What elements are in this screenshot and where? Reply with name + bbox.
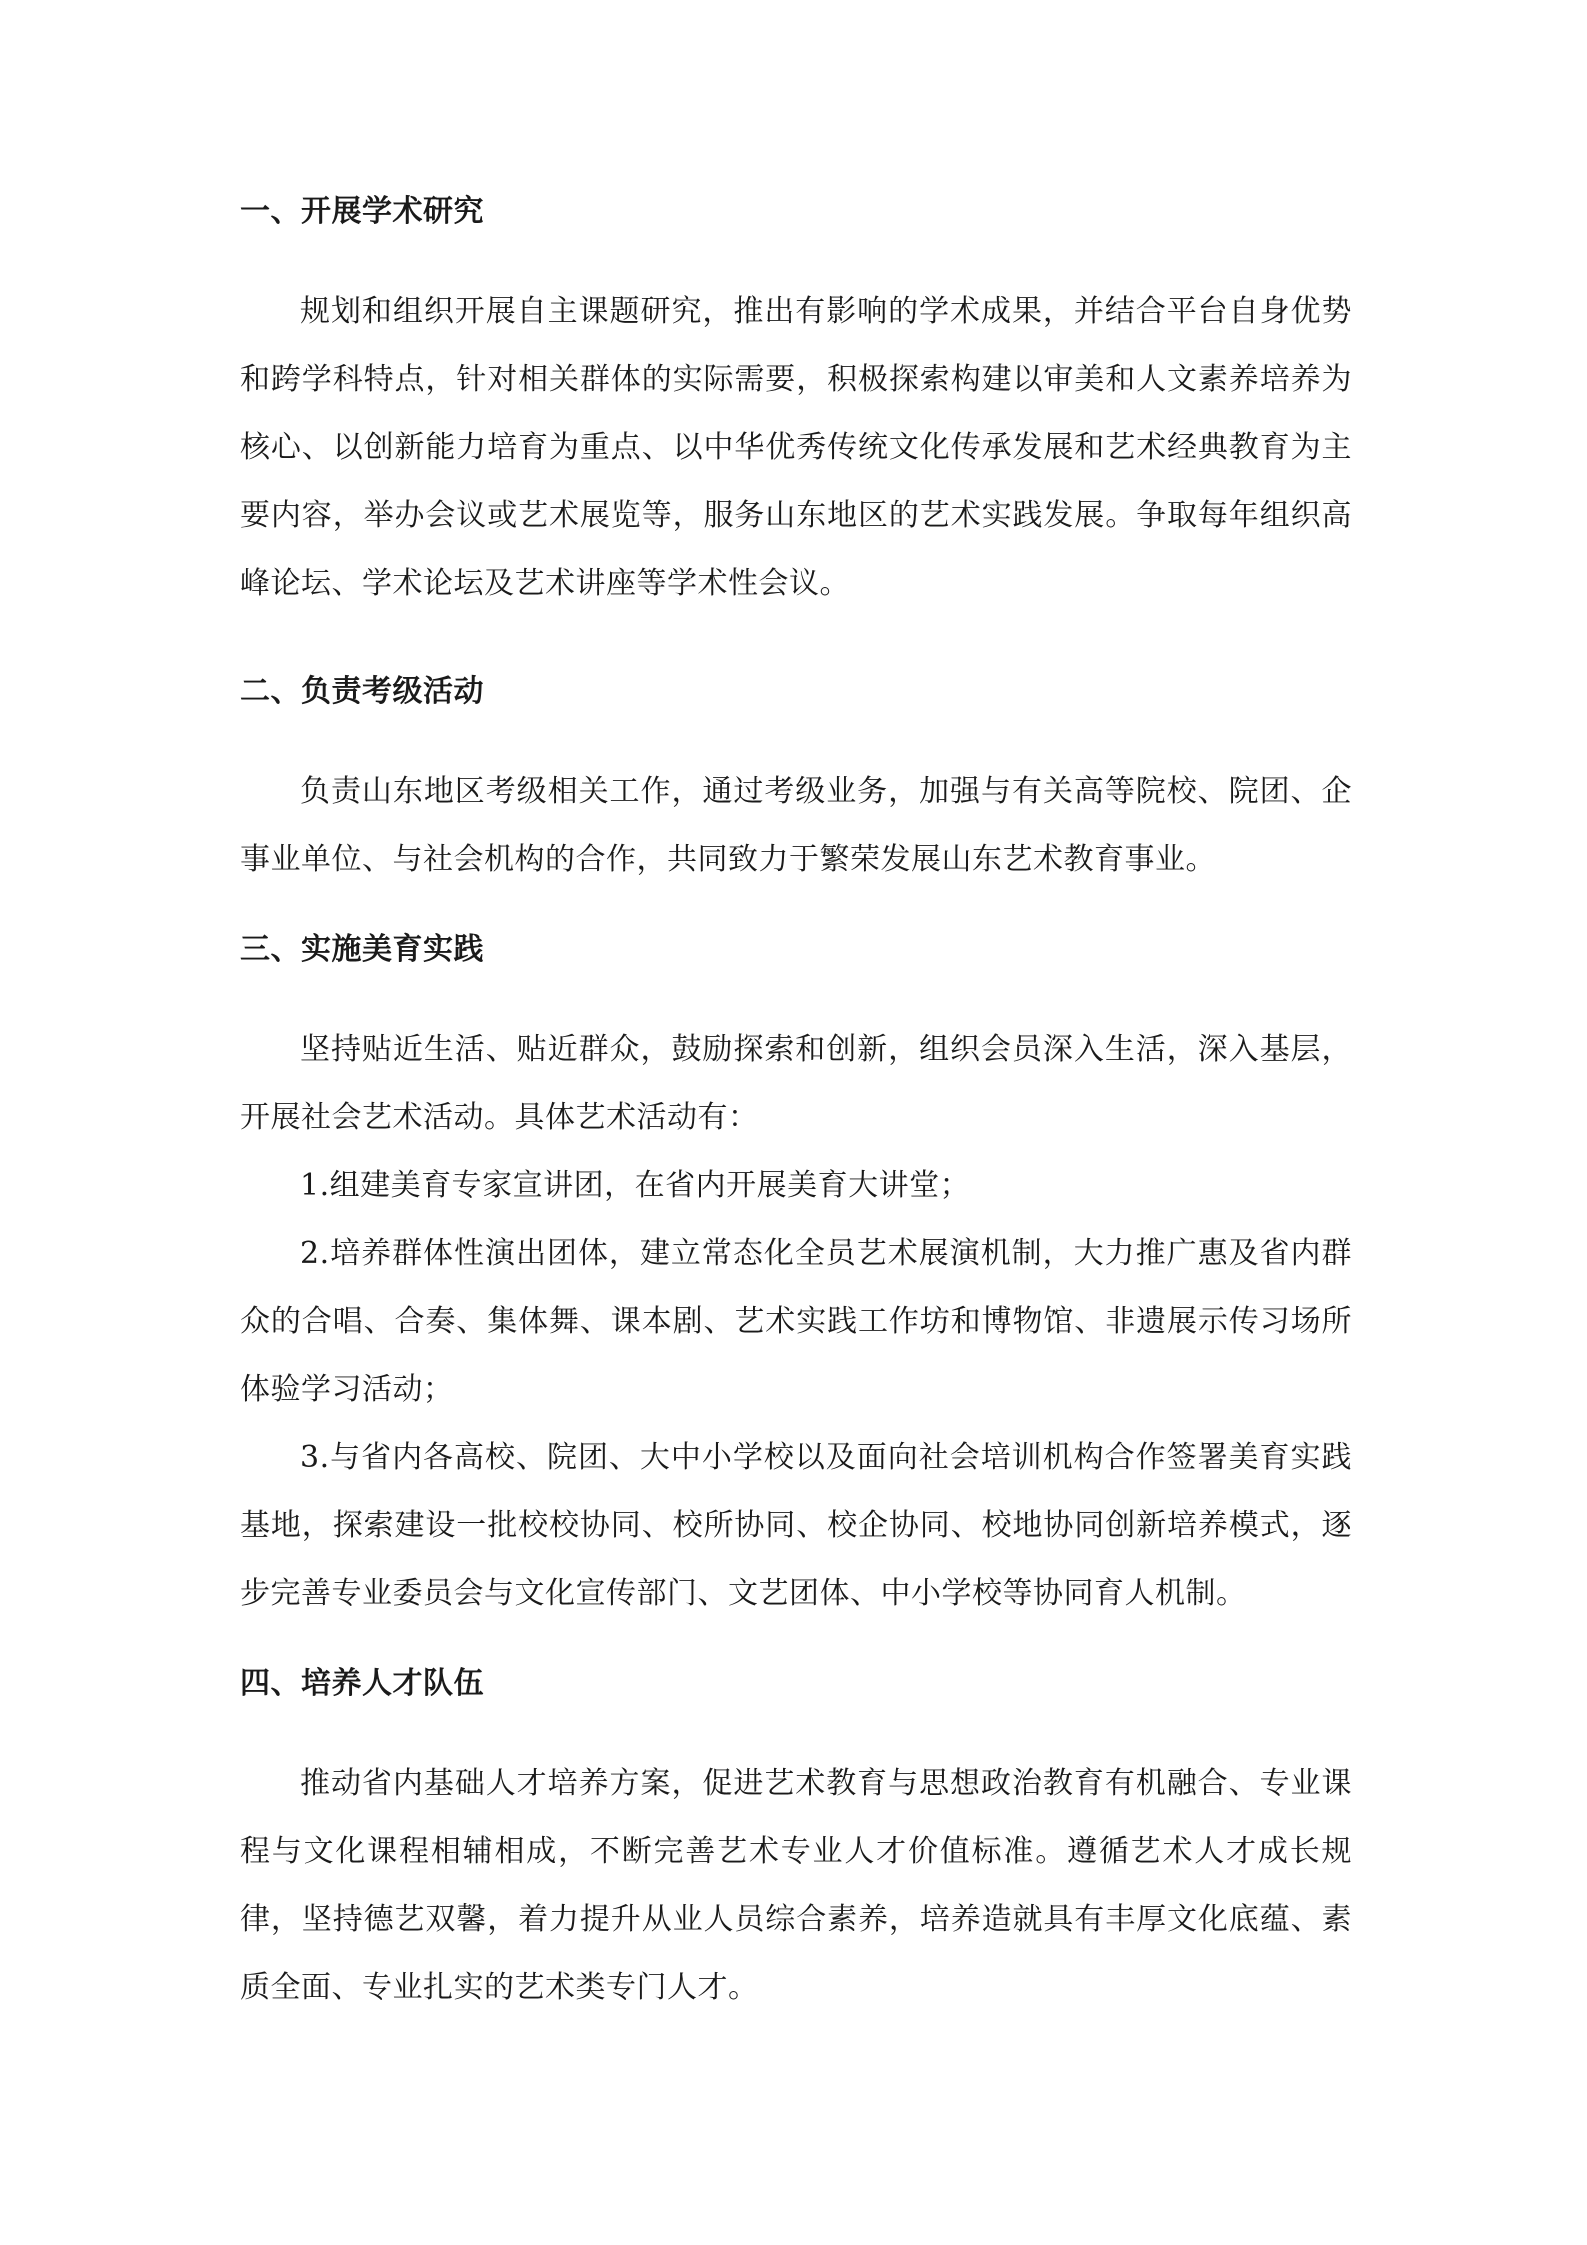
section-heading-research: 一、开展学术研究 bbox=[240, 194, 484, 229]
section-heading-talent: 四、培养人才队伍 bbox=[240, 1666, 484, 1701]
list-item-practice-1: 1.组建美育专家宣讲团，在省内开展美育大讲堂； bbox=[300, 1168, 971, 1203]
list-item-practice-3: 3.与省内各高校、院团、大中小学校以及面向社会培训机构合作签署美育实践基地，探索建设一批校校协同、校所协同、校企协同、校地协同创新培养模式，逐步完善专业委员会与文化宣传部门、文艺团体、中小学校等协同育人机制。 bbox=[240, 1440, 1352, 1611]
list-item-practice-2: 2.培养群体性演出团体，建立常态化全员艺术展演机制，大力推广惠及省内群众的合唱、合奏、集体舞、课本剧、艺术实践工作坊和博物馆、非遗展示传习场所体验学习活动； bbox=[240, 1236, 1352, 1407]
section-heading-exams: 二、负责考级活动 bbox=[240, 674, 484, 709]
paragraph-research: 规划和组织开展自主课题研究，推出有影响的学术成果，并结合平台自身优势和跨学科特点，针对相关群体的实际需要，积极探索构建以审美和人文素养培养为核心、以创新能力培育为重点、以中华优秀传统文化传承发展和艺术经典教育为主要内容，举办会议或艺术展览等，服务山东地区的艺术实践发展。争取每年组织高峰论坛、学术论坛及艺术讲座等学术性会议。 bbox=[240, 294, 1352, 601]
paragraph-talent: 推动省内基础人才培养方案，促进艺术教育与思想政治教育有机融合、专业课程与文化课程相辅相成，不断完善艺术专业人才价值标准。遵循艺术人才成长规律，坚持德艺双馨，着力提升从业人员综合素养，培养造就具有丰厚文化底蕴、素质全面、专业扎实的艺术类专门人才。 bbox=[240, 1766, 1352, 2005]
paragraph-exams: 负责山东地区考级相关工作，通过考级业务，加强与有关高等院校、院团、企事业单位、与社会机构的合作，共同致力于繁荣发展山东艺术教育事业。 bbox=[240, 774, 1352, 877]
section-heading-practice: 三、实施美育实践 bbox=[240, 932, 484, 967]
document-body bbox=[240, 192, 1352, 2022]
paragraph-practice-intro: 坚持贴近生活、贴近群众，鼓励探索和创新，组织会员深入生活，深入基层，开展社会艺术活动。具体艺术活动有： bbox=[240, 1032, 1352, 1135]
